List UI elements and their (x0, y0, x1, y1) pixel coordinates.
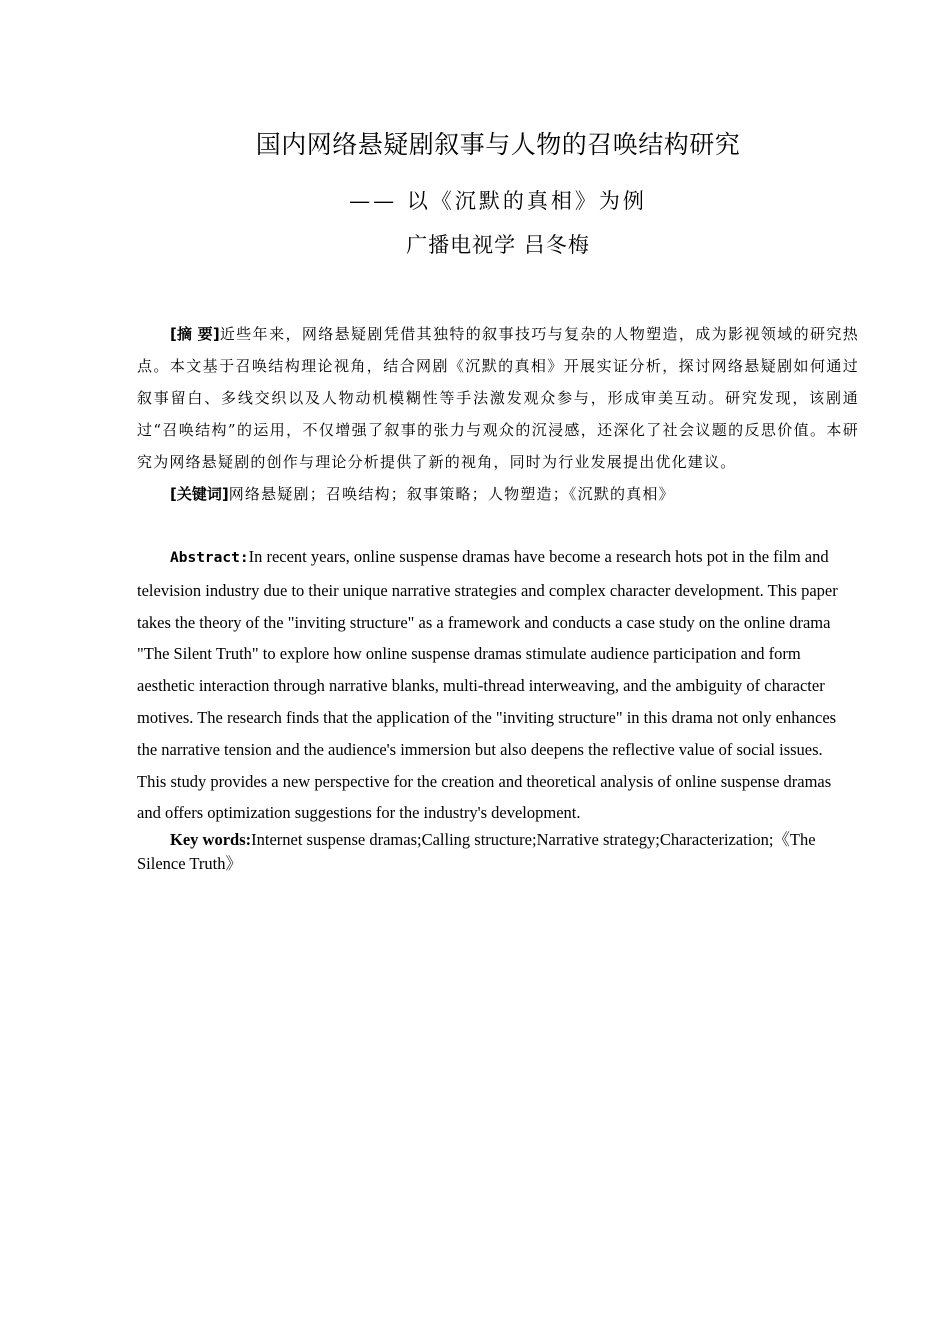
english-keywords-label: Key words: (170, 830, 252, 849)
paper-title: 国内网络悬疑剧叙事与人物的召唤结构研究 (255, 130, 741, 159)
english-keywords-text: Internet suspense dramas;Calling structure;Narrative strategy;Characterization;《The Silence Truth》 (137, 830, 816, 873)
chinese-abstract (137, 318, 859, 478)
chinese-keywords-label: [关键词] (170, 485, 229, 503)
english-keywords (137, 828, 853, 876)
chinese-abstract-text: 近些年来，网络悬疑剧凭借其独特的叙事技巧与复杂的人物塑造，成为影视领域的研究热点。本文基于召唤结构理论视角，结合网剧《沉默的真相》开展实证分析，探讨网络悬疑剧如何通过叙事留白、多线交织以及人物动机模糊性等手法激发观众参与，形成审美互动。研究发现，该剧通过“召唤结构”的运用，不仅增强了叙事的张力与观众的沉浸感，还深化了社会议题的反思价值。本研究为网络悬疑剧的创作与理论分析提供了新的视角，同时为行业发展提出优化建议。 (137, 325, 859, 471)
english-abstract-text: In recent years, online suspense dramas have become a research hots pot in the film and television industry due to their unique narrative strategies and complex character development. This paper takes the theory of the "inviting structure" as a framework and conducts a case study on the online drama "The Silent Truth" to explore how online suspense dramas stimulate audience participation and form aesthetic interaction through narrative blanks, multi-thread interweaving, and the ambiguity of character motives. The research finds that the application of the "inviting structure" in this drama not only enhances the narrative tension and the audience's immersion but also deepens the reflective value of social issues. This study provides a new perspective for the creation and theoretical analysis of online suspense dramas and offers optimization suggestions for the industry's development. (137, 547, 838, 823)
author-line: 广播电视学 吕冬梅 (406, 233, 590, 257)
english-abstract (137, 541, 853, 829)
paper-subtitle: —— 以《沉默的真相》为例 (349, 189, 647, 213)
english-abstract-label: Abstract: (170, 550, 249, 566)
chinese-keywords (137, 478, 859, 510)
chinese-keywords-text: 网络悬疑剧；召唤结构；叙事策略；人物塑造；《沉默的真相》 (228, 485, 675, 503)
chinese-abstract-label: [摘 要] (170, 325, 220, 343)
